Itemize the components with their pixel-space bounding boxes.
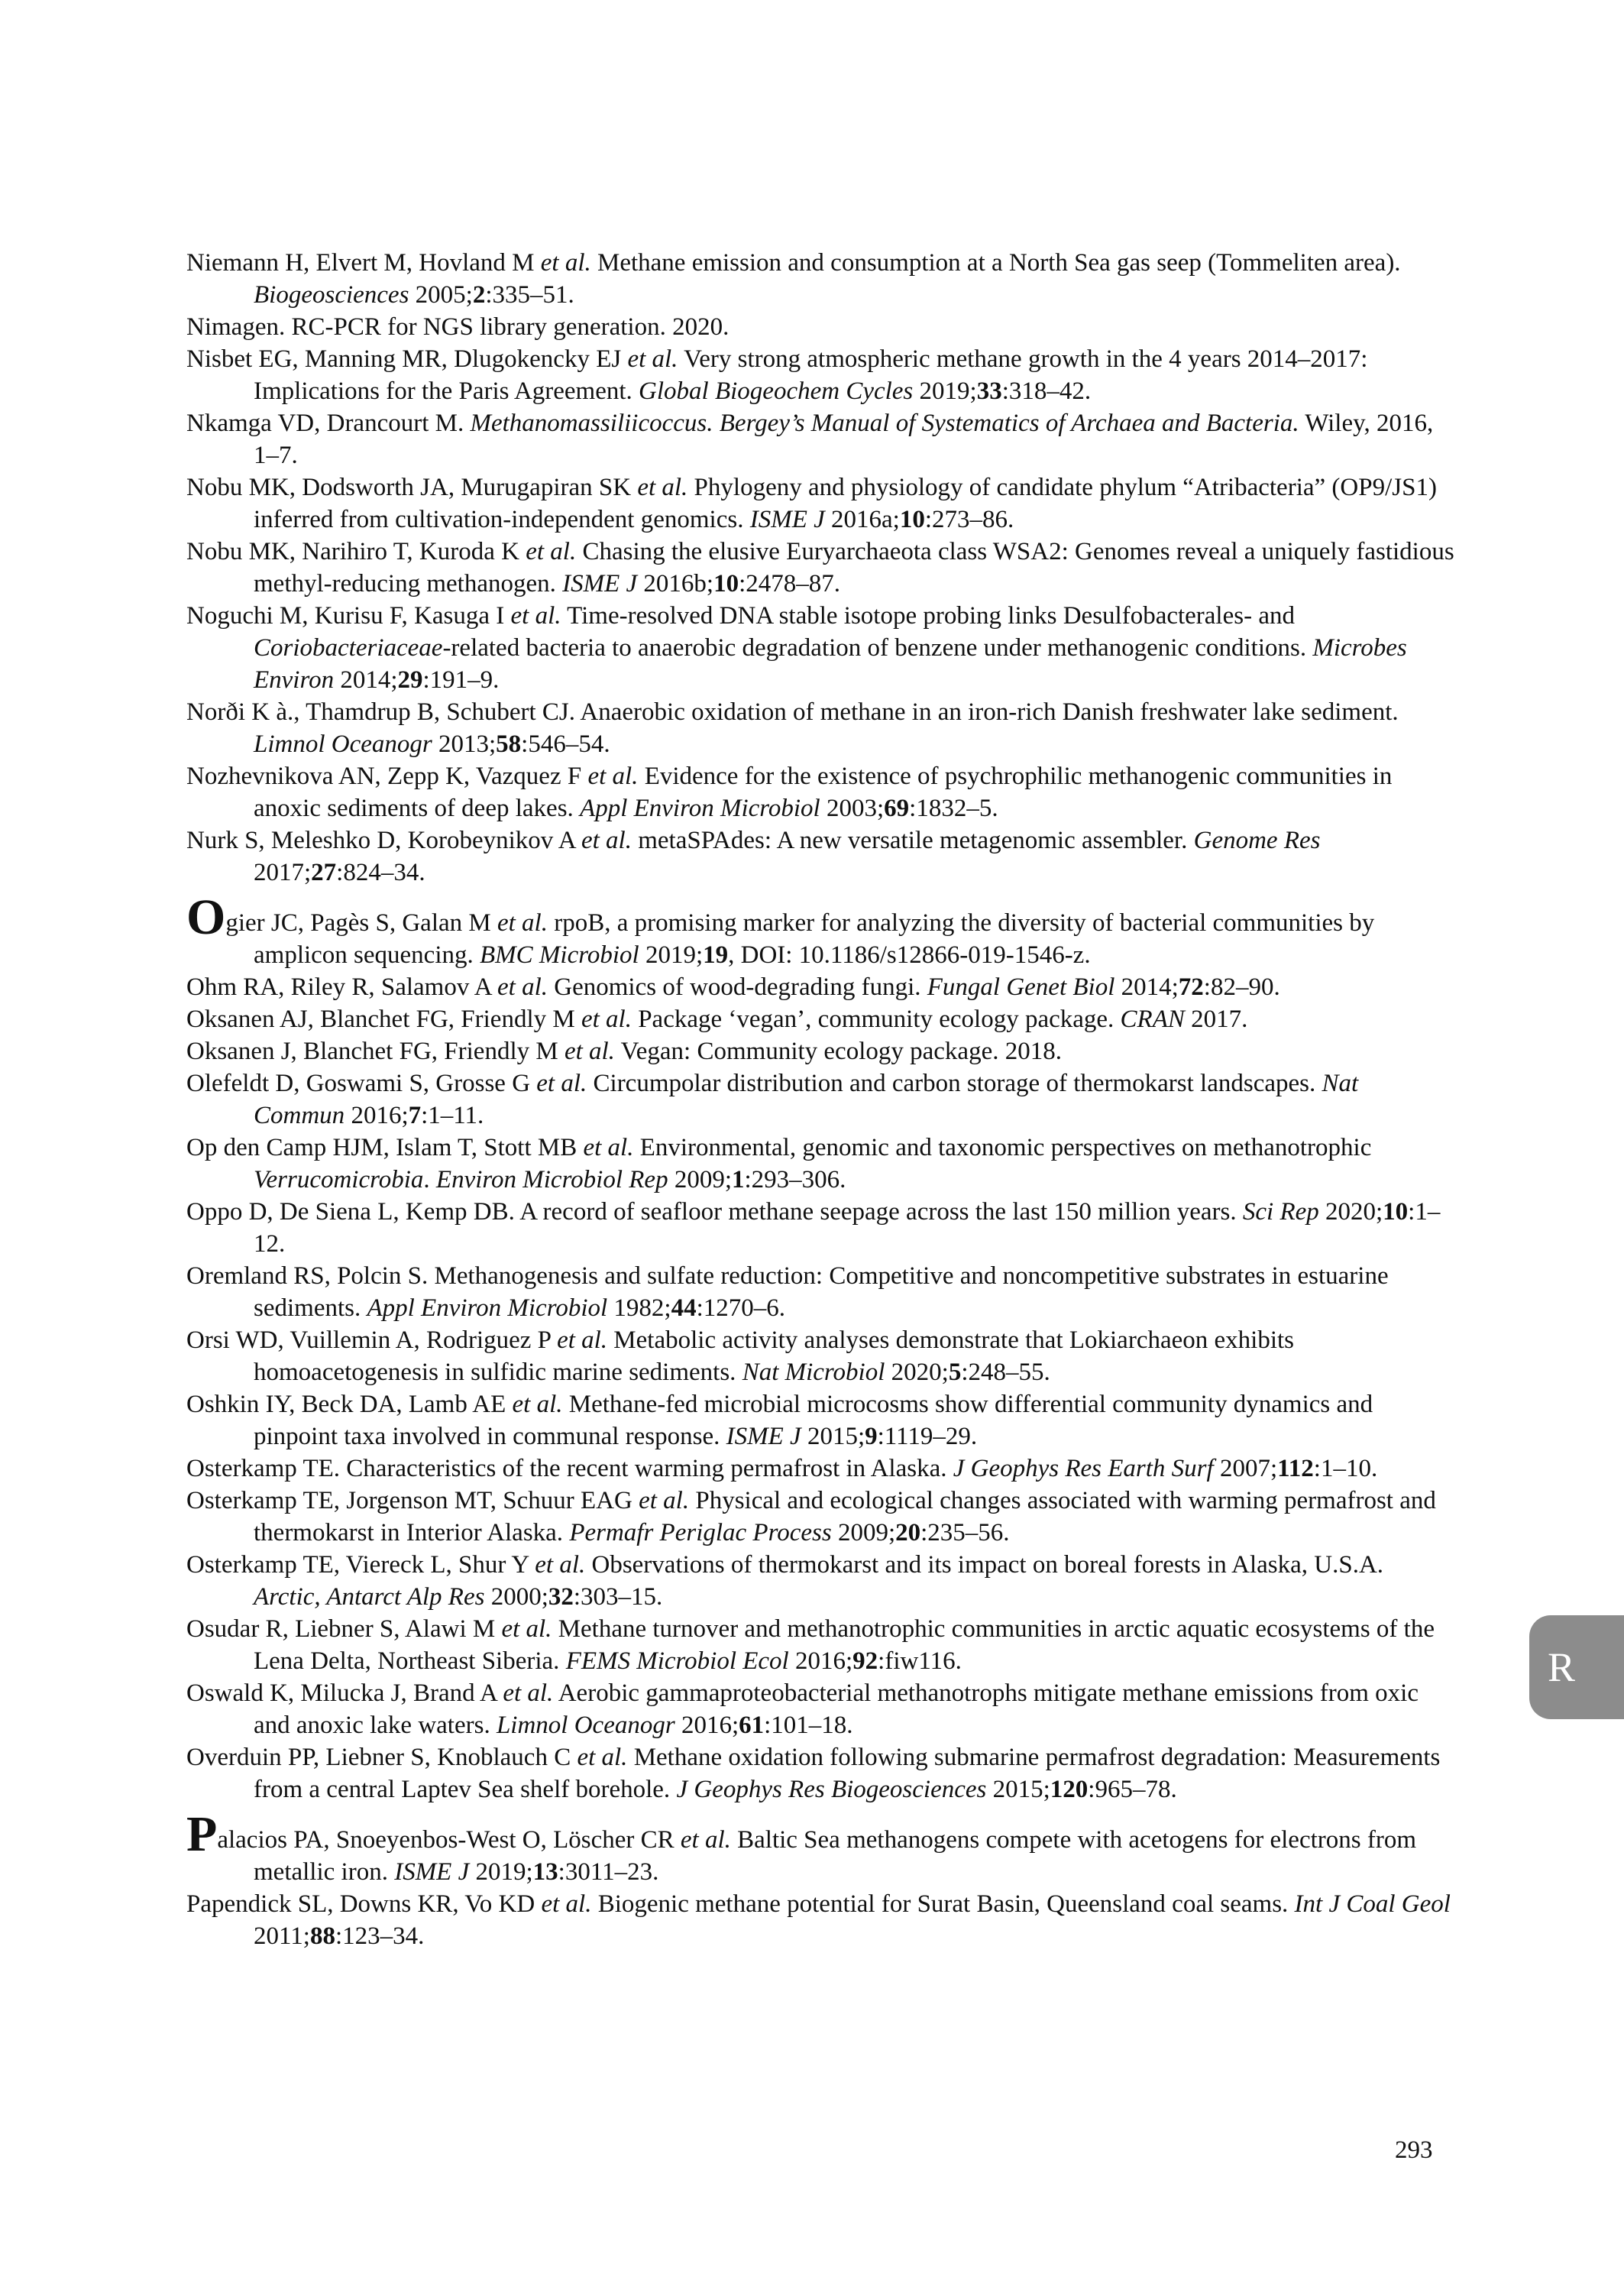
- reference-italic-text: et al.: [680, 1826, 731, 1854]
- reference-entry: [186, 889, 1454, 971]
- reference-text: Osterkamp TE, Jorgenson MT, Schuur EAG: [186, 1487, 639, 1514]
- reference-text: Time-resolved DNA stable isotope probing links Desulfobacterales- and: [561, 602, 1295, 630]
- reference-text: Osterkamp TE, Viereck L, Shur Y: [186, 1551, 535, 1579]
- reference-italic-text: et al.: [639, 1487, 690, 1514]
- reference-volume: 29: [397, 666, 423, 694]
- reference-volume: 5: [948, 1359, 962, 1386]
- reference-italic-text: Fungal Genet Biol: [927, 973, 1115, 1001]
- reference-text: 2015;: [801, 1423, 865, 1450]
- section-tab: R: [1529, 1615, 1624, 1719]
- reference-italic-text: et al.: [535, 1551, 586, 1579]
- reference-italic-text: CRAN: [1120, 1006, 1185, 1033]
- reference-entry: [186, 600, 1454, 696]
- reference-italic-text: ISME J: [562, 570, 638, 598]
- reference-text: Observations of thermokarst and its impact on boreal forests in Alaska, U.S.A.: [585, 1551, 1384, 1579]
- reference-text: Oswald K, Milucka J, Brand A: [186, 1679, 503, 1707]
- reference-entry: [186, 536, 1454, 600]
- reference-text: 2014;: [1114, 973, 1179, 1001]
- reference-text: :1270–6.: [696, 1294, 786, 1322]
- reference-entry: [186, 1549, 1454, 1613]
- reference-text: Nimagen. RC-PCR for NGS library generation. 2020.: [186, 313, 730, 341]
- reference-entry: [186, 696, 1454, 760]
- reference-text: Noguchi M, Kurisu F, Kasuga I: [186, 602, 511, 630]
- reference-italic-text: Methanomassiliicoccus. Bergey’s Manual of Systematics of Archaea and Bacteria.: [470, 410, 1299, 437]
- reference-text: 1982;: [607, 1294, 671, 1322]
- reference-volume: 19: [703, 941, 729, 969]
- reference-entry: [186, 1485, 1454, 1549]
- reference-entry: [186, 471, 1454, 536]
- reference-italic-text: et al.: [637, 474, 688, 501]
- reference-italic-text: et al.: [540, 249, 591, 277]
- reference-text: :fiw116.: [878, 1647, 962, 1675]
- reference-italic-text: Biogeosciences: [254, 281, 409, 309]
- reference-italic-text: Coriobacteriaceae: [254, 634, 443, 662]
- reference-text: :1–10.: [1313, 1455, 1378, 1482]
- reference-text: .: [423, 1166, 436, 1193]
- reference-text: :235–56.: [920, 1519, 1010, 1546]
- reference-text: 2019;: [913, 377, 977, 405]
- reference-text: 2000;: [484, 1583, 548, 1611]
- reference-text: 2019;: [469, 1858, 533, 1886]
- reference-entry: [186, 343, 1454, 407]
- reference-volume: 33: [976, 377, 1002, 405]
- reference-italic-text: et al.: [557, 1326, 608, 1354]
- reference-volume: 10: [1383, 1198, 1409, 1226]
- reference-text: Oppo D, De Siena L, Kemp DB. A record of seafloor methane seepage across the last 150 million years.: [186, 1198, 1243, 1226]
- page-number: 293: [1395, 2136, 1433, 2164]
- reference-text: :3011–23.: [558, 1858, 659, 1886]
- reference-text: Oksanen AJ, Blanchet FG, Friendly M: [186, 1006, 581, 1033]
- reference-text: Methane turnover and methanotrophic communities in arctic aquatic ecosystems of the Lena Delta, Northeast Siberia.: [254, 1615, 1435, 1675]
- reference-italic-text: Int J Coal Geol: [1294, 1890, 1451, 1918]
- reference-entry: [186, 407, 1454, 471]
- reference-text: 2003;: [820, 795, 885, 822]
- reference-italic-text: ISME J: [749, 506, 825, 533]
- reference-volume: 1: [732, 1166, 745, 1193]
- reference-italic-text: FEMS Microbiol Ecol: [565, 1647, 789, 1675]
- reference-text: Niemann H, Elvert M, Hovland M: [186, 249, 541, 277]
- reference-text: :2478–87.: [739, 570, 841, 598]
- reference-text: 2020;: [1318, 1198, 1383, 1226]
- reference-text: Chasing the elusive Euryarchaeota class WSA2: Genomes reveal a uniquely fastidious methyl-reducing methanogen.: [254, 538, 1454, 598]
- reference-text: :1119–29.: [877, 1423, 978, 1450]
- reference-italic-text: et al.: [627, 345, 678, 373]
- reference-entry: [186, 1453, 1454, 1485]
- reference-volume: 2: [472, 281, 486, 309]
- reference-text: :101–18.: [764, 1712, 853, 1739]
- reference-italic-text: et al.: [501, 1615, 552, 1643]
- reference-italic-text: Verrucomicrobia: [254, 1166, 424, 1193]
- reference-text: 2005;: [409, 281, 473, 309]
- reference-text: alacios PA, Snoeyenbos-West O, Löscher CR: [217, 1826, 681, 1854]
- reference-text: :303–15.: [573, 1583, 663, 1611]
- reference-italic-text: Appl Environ Microbiol: [367, 1294, 608, 1322]
- reference-italic-text: Microbes Environ: [254, 634, 1407, 694]
- reference-text: Vegan: Community ecology package. 2018.: [614, 1038, 1062, 1065]
- reference-volume: 88: [309, 1922, 335, 1950]
- reference-text: Biogenic methane potential for Surat Basin, Queensland coal seams.: [591, 1890, 1295, 1918]
- reference-text: Evidence for the existence of psychrophilic methanogenic communities in anoxic sediments of deep lakes.: [254, 763, 1393, 822]
- reference-italic-text: et al.: [526, 538, 577, 565]
- reference-entry: [186, 1613, 1454, 1677]
- reference-italic-text: et al.: [564, 1038, 615, 1065]
- reference-text: Nkamga VD, Drancourt M.: [186, 410, 471, 437]
- reference-text: :1832–5.: [909, 795, 998, 822]
- reference-text: Methane emission and consumption at a North Sea gas seep (Tommeliten area).: [590, 249, 1401, 277]
- reference-text: Circumpolar distribution and carbon storage of thermokarst landscapes.: [587, 1070, 1322, 1097]
- reference-text: 2007;: [1213, 1455, 1278, 1482]
- reference-text: :335–51.: [485, 281, 574, 309]
- reference-italic-text: J Geophys Res Biogeosciences: [676, 1776, 987, 1803]
- reference-italic-text: et al.: [512, 1391, 563, 1418]
- reference-text: , DOI: 10.1186/s12866-019-1546-z.: [728, 941, 1091, 969]
- reference-text: Oksanen J, Blanchet FG, Friendly M: [186, 1038, 565, 1065]
- reference-entry: [186, 971, 1454, 1003]
- reference-italic-text: et al.: [587, 763, 639, 790]
- reference-volume: 112: [1277, 1455, 1314, 1482]
- reference-text: Phylogeny and physiology of candidate phylum “Atribacteria” (OP9/JS1) inferred from cultivation-independent genomics.: [254, 474, 1437, 533]
- reference-italic-text: ISME J: [394, 1858, 470, 1886]
- reference-entry: [186, 1806, 1454, 1888]
- reference-entry: [186, 1677, 1454, 1741]
- reference-italic-text: et al.: [583, 1134, 634, 1161]
- reference-italic-text: et al.: [497, 973, 548, 1001]
- reference-text: 2020;: [885, 1359, 949, 1386]
- reference-text: Physical and ecological changes associated with warming permafrost and thermokarst in Interior Alaska.: [254, 1487, 1436, 1546]
- reference-text: Very strong atmospheric methane growth in the 4 years 2014–2017: Implications for the Paris Agreement.: [254, 345, 1368, 405]
- reference-volume: 58: [496, 730, 522, 758]
- reference-text: Package ‘vegan’, community ecology package.: [631, 1006, 1121, 1033]
- reference-volume: 32: [548, 1583, 574, 1611]
- reference-volume: 9: [865, 1423, 878, 1450]
- reference-italic-text: et al.: [581, 827, 632, 854]
- reference-text: 2016b;: [637, 570, 714, 598]
- reference-text: :824–34.: [336, 859, 425, 886]
- reference-text: Ohm RA, Riley R, Salamov A: [186, 973, 498, 1001]
- reference-entry: [186, 1324, 1454, 1388]
- reference-entry: [186, 1067, 1454, 1132]
- reference-volume: 10: [713, 570, 739, 598]
- reference-italic-text: et al.: [510, 602, 561, 630]
- reference-text: 2009;: [668, 1166, 732, 1193]
- reference-text: :82–90.: [1203, 973, 1280, 1001]
- reference-volume: 72: [1178, 973, 1204, 1001]
- reference-volume: 92: [852, 1647, 878, 1675]
- reference-italic-text: Appl Environ Microbiol: [580, 795, 820, 822]
- reference-italic-text: et al.: [536, 1070, 587, 1097]
- reference-text: :965–78.: [1088, 1776, 1177, 1803]
- reference-text: :1–12.: [254, 1198, 1441, 1258]
- reference-volume: 27: [311, 859, 337, 886]
- reference-text: :1–11.: [421, 1102, 484, 1129]
- reference-volume: 69: [884, 795, 910, 822]
- reference-italic-text: et al.: [577, 1744, 628, 1771]
- reference-text: 2016a;: [824, 506, 900, 533]
- section-drop-letter: O: [186, 889, 226, 945]
- reference-volume: 7: [408, 1102, 422, 1129]
- reference-text: Osudar R, Liebner S, Alawi M: [186, 1615, 502, 1643]
- reference-italic-text: Limnol Oceanogr: [254, 730, 432, 758]
- reference-text: 2016;: [788, 1647, 853, 1675]
- reference-italic-text: et al.: [503, 1679, 554, 1707]
- reference-italic-text: Nat Commun: [254, 1070, 1359, 1129]
- reference-text: Nobu MK, Dodsworth JA, Murugapiran SK: [186, 474, 638, 501]
- reference-italic-text: et al.: [581, 1006, 632, 1033]
- reference-text: Norði K à., Thamdrup B, Schubert CJ. Anaerobic oxidation of methane in an iron-rich Danish freshwater lake sediment.: [186, 698, 1399, 726]
- reference-text: -related bacteria to anaerobic degradation of benzene under methanogenic conditions.: [442, 634, 1313, 662]
- reference-italic-text: et al.: [497, 909, 548, 937]
- reference-italic-text: Sci Rep: [1242, 1198, 1319, 1226]
- reference-list: [186, 247, 1454, 1952]
- reference-volume: 10: [899, 506, 925, 533]
- reference-entry: [186, 1003, 1454, 1035]
- reference-italic-text: Nat Microbiol: [742, 1359, 885, 1386]
- reference-text: 2016;: [345, 1102, 409, 1129]
- reference-entry: [186, 1888, 1454, 1952]
- reference-italic-text: Arctic, Antarct Alp Res: [254, 1583, 485, 1611]
- reference-text: Oremland RS, Polcin S. Methanogenesis and sulfate reduction: Competitive and noncompetitive substrates in estuarine sediments.: [186, 1262, 1389, 1322]
- reference-text: 2019;: [639, 941, 704, 969]
- reference-text: :248–55.: [961, 1359, 1050, 1386]
- reference-italic-text: Global Biogeochem Cycles: [639, 377, 914, 405]
- reference-text: 2017.: [1184, 1006, 1248, 1033]
- reference-entry: [186, 1196, 1454, 1260]
- reference-text: 2011;: [254, 1922, 310, 1950]
- reference-volume: 61: [739, 1712, 765, 1739]
- reference-text: :293–306.: [744, 1166, 846, 1193]
- reference-text: Nisbet EG, Manning MR, Dlugokencky EJ: [186, 345, 628, 373]
- reference-volume: 120: [1050, 1776, 1089, 1803]
- reference-text: Nobu MK, Narihiro T, Kuroda K: [186, 538, 526, 565]
- reference-text: 2017;: [254, 859, 312, 886]
- reference-italic-text: J Geophys Res Earth Surf: [953, 1455, 1214, 1482]
- reference-text: :546–54.: [521, 730, 610, 758]
- reference-volume: 44: [671, 1294, 697, 1322]
- reference-entry: [186, 824, 1454, 889]
- reference-italic-text: et al.: [541, 1890, 592, 1918]
- reference-entry: [186, 760, 1454, 824]
- reference-entry: [186, 311, 1454, 343]
- reference-entry: [186, 1260, 1454, 1324]
- reference-text: metaSPAdes: A new versatile metagenomic assembler.: [631, 827, 1194, 854]
- reference-text: rpoB, a promising marker for analyzing the diversity of bacterial communities by amplicon sequencing.: [254, 909, 1375, 969]
- reference-text: Nurk S, Meleshko D, Korobeynikov A: [186, 827, 581, 854]
- section-drop-letter: P: [186, 1806, 218, 1862]
- reference-text: gier JC, Pagès S, Galan M: [225, 909, 497, 937]
- reference-text: Overduin PP, Liebner S, Knoblauch C: [186, 1744, 577, 1771]
- reference-text: :318–42.: [1001, 377, 1092, 405]
- reference-volume: 13: [532, 1858, 558, 1886]
- reference-entry: [186, 1388, 1454, 1453]
- reference-entry: [186, 1035, 1454, 1067]
- reference-entry: [186, 247, 1454, 311]
- reference-text: 2016;: [675, 1712, 739, 1739]
- reference-italic-text: Environ Microbiol Rep: [435, 1166, 668, 1193]
- reference-text: Wiley, 2016, 1–7.: [254, 410, 1434, 469]
- reference-text: Baltic Sea methanogens compete with acetogens for electrons from metallic iron.: [254, 1826, 1416, 1886]
- reference-text: Osterkamp TE. Characteristics of the recent warming permafrost in Alaska.: [186, 1455, 953, 1482]
- reference-text: 2009;: [831, 1519, 896, 1546]
- reference-text: Oshkin IY, Beck DA, Lamb AE: [186, 1391, 513, 1418]
- reference-italic-text: BMC Microbiol: [480, 941, 639, 969]
- reference-text: Methane oxidation following submarine permafrost degradation: Measurements from a central Laptev Sea shelf borehole.: [254, 1744, 1441, 1803]
- reference-text: Methane-fed microbial microcosms show differential community dynamics and pinpoint taxa involved in communal response.: [254, 1391, 1373, 1450]
- reference-text: Olefeldt D, Goswami S, Grosse G: [186, 1070, 537, 1097]
- reference-text: Aerobic gammaproteobacterial methanotrophs mitigate methane emissions from oxic and anoxic lake waters.: [254, 1679, 1419, 1739]
- reference-text: Metabolic activity analyses demonstrate that Lokiarchaeon exhibits homoacetogenesis in sulfidic marine sediments.: [254, 1326, 1295, 1386]
- reference-entry: [186, 1132, 1454, 1196]
- reference-text: 2014;: [334, 666, 398, 694]
- reference-text: 2015;: [986, 1776, 1050, 1803]
- reference-volume: 20: [895, 1519, 921, 1546]
- reference-text: Environmental, genomic and taxonomic perspectives on methanotrophic: [633, 1134, 1372, 1161]
- reference-text: Papendick SL, Downs KR, Vo KD: [186, 1890, 542, 1918]
- reference-italic-text: Genome Res: [1193, 827, 1321, 854]
- reference-text: :273–86.: [924, 506, 1014, 533]
- reference-text: 2013;: [432, 730, 497, 758]
- reference-italic-text: ISME J: [726, 1423, 801, 1450]
- reference-text: Orsi WD, Vuillemin A, Rodriguez P: [186, 1326, 558, 1354]
- reference-text: :123–34.: [335, 1922, 425, 1950]
- reference-entry: [186, 1741, 1454, 1806]
- reference-text: Op den Camp HJM, Islam T, Stott MB: [186, 1134, 584, 1161]
- reference-text: Genomics of wood-degrading fungi.: [548, 973, 927, 1001]
- reference-text: Nozhevnikova AN, Zepp K, Vazquez F: [186, 763, 588, 790]
- reference-italic-text: Limnol Oceanogr: [496, 1712, 675, 1739]
- reference-italic-text: Permafr Periglac Process: [569, 1519, 832, 1546]
- reference-text: :191–9.: [422, 666, 500, 694]
